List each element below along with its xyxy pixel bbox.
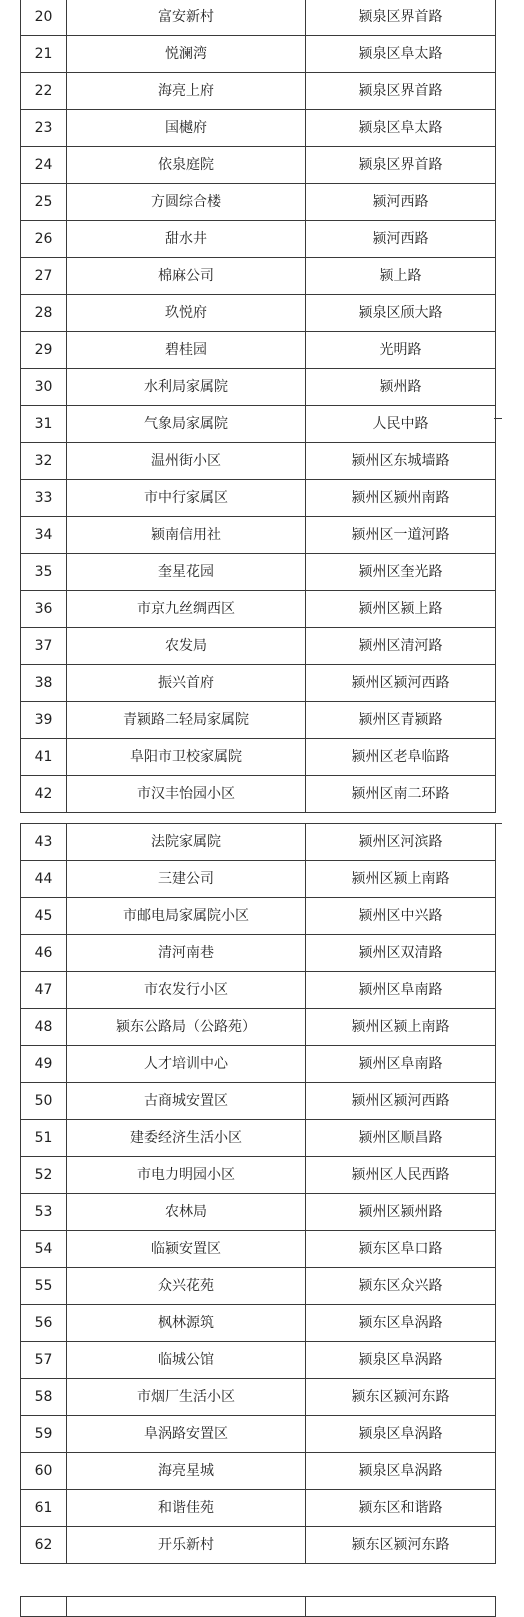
table-row [21, 824, 496, 861]
table-row [21, 898, 496, 935]
table-edge-tick [494, 823, 502, 824]
row-number-cell: 55 [21, 1268, 67, 1305]
row-number-cell: 50 [21, 1083, 67, 1120]
table-row [21, 1194, 496, 1231]
table-row [21, 110, 496, 147]
table-row [21, 1490, 496, 1527]
road-cell: 颍州区阜南路 [306, 1046, 496, 1083]
community-name-cell: 开乐新村 [67, 1527, 306, 1564]
community-name-cell: 青颍路二轻局家属院 [67, 702, 306, 739]
road-cell: 颍州区颍州路 [306, 1194, 496, 1231]
community-name-cell [67, 1597, 306, 1617]
road-cell: 颍州区河滨路 [306, 824, 496, 861]
table-row [21, 1379, 496, 1416]
row-number-cell: 56 [21, 1305, 67, 1342]
row-number-cell: 33 [21, 480, 67, 517]
road-cell: 颍河西路 [306, 184, 496, 221]
road-cell: 人民中路 [306, 406, 496, 443]
table-row [21, 295, 496, 332]
road-cell: 颍州区顺昌路 [306, 1120, 496, 1157]
community-name-cell: 振兴首府 [67, 665, 306, 702]
road-cell: 颍州区人民西路 [306, 1157, 496, 1194]
community-name-cell: 众兴花苑 [67, 1268, 306, 1305]
row-number-cell: 24 [21, 147, 67, 184]
table-row [21, 36, 496, 73]
table-row [21, 1157, 496, 1194]
community-table-block-2 [20, 823, 496, 1564]
row-number-cell: 46 [21, 935, 67, 972]
row-number-cell: 43 [21, 824, 67, 861]
table-row [21, 406, 496, 443]
community-name-cell: 依泉庭院 [67, 147, 306, 184]
row-number-cell [21, 1597, 67, 1617]
row-number-cell: 57 [21, 1342, 67, 1379]
row-number-cell: 27 [21, 258, 67, 295]
road-cell: 颍州区颍州南路 [306, 480, 496, 517]
community-name-cell: 建委经济生活小区 [67, 1120, 306, 1157]
row-number-cell: 54 [21, 1231, 67, 1268]
road-cell: 颍泉区界首路 [306, 147, 496, 184]
road-cell: 颍州区颍上路 [306, 591, 496, 628]
road-cell: 颍东区和谐路 [306, 1490, 496, 1527]
row-number-cell: 31 [21, 406, 67, 443]
row-number-cell: 21 [21, 36, 67, 73]
road-cell: 颍东区阜涡路 [306, 1305, 496, 1342]
table-row [21, 258, 496, 295]
table-row [21, 1231, 496, 1268]
community-name-cell: 颍南信用社 [67, 517, 306, 554]
table-row [21, 369, 496, 406]
community-name-cell: 和谐佳苑 [67, 1490, 306, 1527]
row-number-cell: 29 [21, 332, 67, 369]
community-name-cell: 海亮星城 [67, 1453, 306, 1490]
row-number-cell: 23 [21, 110, 67, 147]
road-cell: 颍上路 [306, 258, 496, 295]
road-cell: 颍东区颍河东路 [306, 1527, 496, 1564]
row-number-cell: 34 [21, 517, 67, 554]
road-cell: 颍州区青颍路 [306, 702, 496, 739]
community-name-cell: 气象局家属院 [67, 406, 306, 443]
row-number-cell: 39 [21, 702, 67, 739]
table-row [21, 1416, 496, 1453]
community-name-cell: 农发局 [67, 628, 306, 665]
road-cell: 颍泉区界首路 [306, 73, 496, 110]
table-row [21, 1305, 496, 1342]
community-name-cell: 枫林源筑 [67, 1305, 306, 1342]
community-name-cell: 清河南巷 [67, 935, 306, 972]
road-cell: 颍泉区阜太路 [306, 110, 496, 147]
table-row [21, 1009, 496, 1046]
table-row [21, 1268, 496, 1305]
row-number-cell: 41 [21, 739, 67, 776]
row-number-cell: 61 [21, 1490, 67, 1527]
community-table-next-block-edge [20, 1596, 496, 1617]
table-row [21, 628, 496, 665]
table-row [21, 1046, 496, 1083]
road-cell [306, 1597, 496, 1617]
table-row [21, 1453, 496, 1490]
row-number-cell: 28 [21, 295, 67, 332]
road-cell: 颍州区阜南路 [306, 972, 496, 1009]
community-name-cell: 国樾府 [67, 110, 306, 147]
table-row [21, 147, 496, 184]
community-table-block-1 [20, 0, 496, 813]
community-name-cell: 悦澜湾 [67, 36, 306, 73]
community-name-cell: 市中行家属区 [67, 480, 306, 517]
community-name-cell: 三建公司 [67, 861, 306, 898]
table-row [21, 591, 496, 628]
row-number-cell: 51 [21, 1120, 67, 1157]
road-cell: 颍州区颍上南路 [306, 861, 496, 898]
row-number-cell: 20 [21, 0, 67, 36]
table-row [21, 1120, 496, 1157]
road-cell: 颍河西路 [306, 221, 496, 258]
table-row [21, 480, 496, 517]
row-number-cell: 22 [21, 73, 67, 110]
table-row-partial [21, 1597, 496, 1617]
community-name-cell: 温州街小区 [67, 443, 306, 480]
table-row [21, 73, 496, 110]
road-cell: 颍州区东城墙路 [306, 443, 496, 480]
community-name-cell: 棉麻公司 [67, 258, 306, 295]
road-cell: 颍州区中兴路 [306, 898, 496, 935]
table-row [21, 221, 496, 258]
community-name-cell: 市烟厂生活小区 [67, 1379, 306, 1416]
row-number-cell: 45 [21, 898, 67, 935]
table-row [21, 1527, 496, 1564]
row-number-cell: 59 [21, 1416, 67, 1453]
community-name-cell: 海亮上府 [67, 73, 306, 110]
row-number-cell: 47 [21, 972, 67, 1009]
table-row [21, 332, 496, 369]
table-row [21, 0, 496, 36]
community-name-cell: 市京九丝绸西区 [67, 591, 306, 628]
table-row [21, 935, 496, 972]
road-cell: 光明路 [306, 332, 496, 369]
row-number-cell: 25 [21, 184, 67, 221]
community-name-cell: 古商城安置区 [67, 1083, 306, 1120]
row-number-cell: 26 [21, 221, 67, 258]
community-name-cell: 临城公馆 [67, 1342, 306, 1379]
community-name-cell: 临颍安置区 [67, 1231, 306, 1268]
community-name-cell: 颍东公路局（公路苑） [67, 1009, 306, 1046]
road-cell: 颍泉区阜太路 [306, 36, 496, 73]
road-cell: 颍东区阜口路 [306, 1231, 496, 1268]
road-cell: 颍泉区颀大路 [306, 295, 496, 332]
road-cell: 颍州区清河路 [306, 628, 496, 665]
road-cell: 颍州区颍河西路 [306, 1083, 496, 1120]
road-cell: 颍东区众兴路 [306, 1268, 496, 1305]
road-cell: 颍泉区界首路 [306, 0, 496, 36]
community-name-cell: 甜水井 [67, 221, 306, 258]
row-number-cell: 37 [21, 628, 67, 665]
community-name-cell: 法院家属院 [67, 824, 306, 861]
community-name-cell: 富安新村 [67, 0, 306, 36]
road-cell: 颍泉区阜涡路 [306, 1342, 496, 1379]
community-name-cell: 碧桂园 [67, 332, 306, 369]
road-cell: 颍州路 [306, 369, 496, 406]
table-row [21, 1083, 496, 1120]
row-number-cell: 30 [21, 369, 67, 406]
row-number-cell: 53 [21, 1194, 67, 1231]
community-name-cell: 方圆综合楼 [67, 184, 306, 221]
community-name-cell: 玖悦府 [67, 295, 306, 332]
row-number-cell: 48 [21, 1009, 67, 1046]
row-number-cell: 35 [21, 554, 67, 591]
community-name-cell: 阜阳市卫校家属院 [67, 739, 306, 776]
table-edge-tick [494, 418, 502, 419]
table-row [21, 517, 496, 554]
road-cell: 颍泉区阜涡路 [306, 1416, 496, 1453]
row-number-cell: 49 [21, 1046, 67, 1083]
table-row [21, 443, 496, 480]
row-number-cell: 42 [21, 776, 67, 813]
row-number-cell: 52 [21, 1157, 67, 1194]
row-number-cell: 58 [21, 1379, 67, 1416]
table-row [21, 776, 496, 813]
community-name-cell: 市汉丰怡园小区 [67, 776, 306, 813]
table-row [21, 739, 496, 776]
road-cell: 颍州区颍河西路 [306, 665, 496, 702]
community-name-cell: 水利局家属院 [67, 369, 306, 406]
road-cell: 颍州区颍上南路 [306, 1009, 496, 1046]
row-number-cell: 32 [21, 443, 67, 480]
table-row [21, 702, 496, 739]
table-row [21, 665, 496, 702]
road-cell: 颍泉区阜涡路 [306, 1453, 496, 1490]
community-name-cell: 市邮电局家属院小区 [67, 898, 306, 935]
row-number-cell: 44 [21, 861, 67, 898]
road-cell: 颍州区奎光路 [306, 554, 496, 591]
row-number-cell: 38 [21, 665, 67, 702]
community-name-cell: 市农发行小区 [67, 972, 306, 1009]
row-number-cell: 36 [21, 591, 67, 628]
table-row [21, 184, 496, 221]
table-row [21, 1342, 496, 1379]
road-cell: 颍州区老阜临路 [306, 739, 496, 776]
community-name-cell: 市电力明园小区 [67, 1157, 306, 1194]
row-number-cell: 62 [21, 1527, 67, 1564]
community-name-cell: 人才培训中心 [67, 1046, 306, 1083]
table-row [21, 972, 496, 1009]
road-cell: 颍州区双清路 [306, 935, 496, 972]
road-cell: 颍东区颍河东路 [306, 1379, 496, 1416]
row-number-cell: 60 [21, 1453, 67, 1490]
community-name-cell: 阜涡路安置区 [67, 1416, 306, 1453]
road-cell: 颍州区一道河路 [306, 517, 496, 554]
road-cell: 颍州区南二环路 [306, 776, 496, 813]
community-name-cell: 农林局 [67, 1194, 306, 1231]
table-row [21, 554, 496, 591]
community-name-cell: 奎星花园 [67, 554, 306, 591]
table-row [21, 861, 496, 898]
